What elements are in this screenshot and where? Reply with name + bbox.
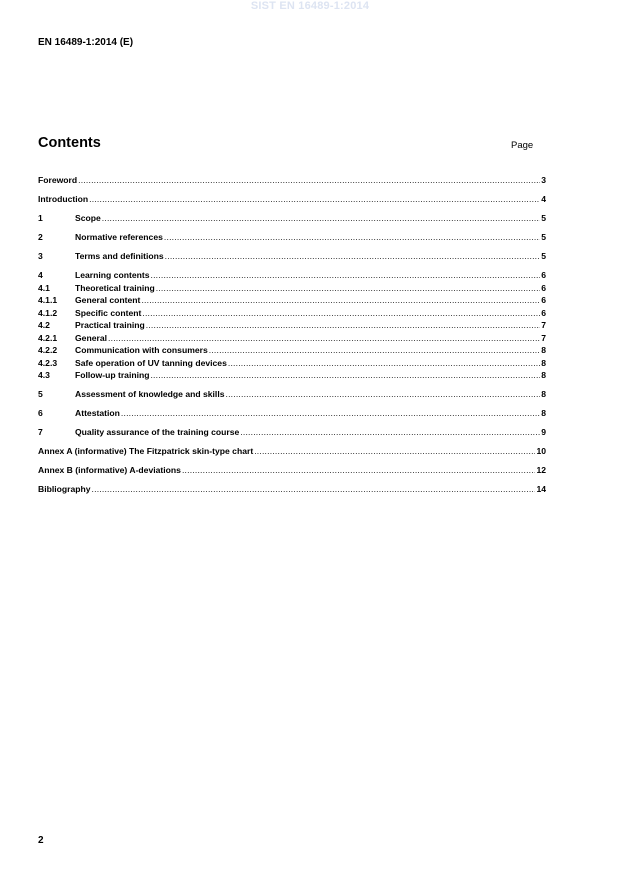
toc-entry-number: 4.1.1: [38, 295, 58, 305]
toc-entry-page: 14: [536, 484, 546, 494]
toc-entry-annex-b[interactable]: [38, 464, 546, 477]
toc-entry-number: 6: [38, 408, 43, 418]
toc-entry-attestation[interactable]: [38, 407, 546, 420]
toc-entry-theoretical-training[interactable]: [38, 282, 546, 295]
toc-entry-bibliography[interactable]: [38, 483, 546, 496]
toc-dot-leader: [108, 332, 540, 345]
toc-dot-leader: [121, 407, 540, 420]
toc-entry-title: General content: [75, 295, 141, 305]
page-number: 2: [38, 835, 44, 846]
toc-entry-page: 6: [541, 270, 546, 280]
toc-dot-leader: [92, 483, 536, 496]
toc-entry-number: 4.2.1: [38, 332, 58, 343]
toc-entry-title: Attestation: [75, 408, 120, 418]
toc-dot-leader: [150, 369, 540, 382]
toc-entry-terms-and-definitions[interactable]: [38, 250, 546, 263]
toc-entry-title: Normative references: [75, 232, 163, 242]
toc-dot-leader: [146, 319, 540, 332]
toc-entry-number: 4.1.2: [38, 307, 58, 318]
toc-entry-page: 10: [536, 446, 546, 456]
toc-entry-number: 4.1: [38, 282, 50, 293]
toc-entry-number: 5: [38, 389, 43, 399]
toc-entry-normative-references[interactable]: [38, 231, 546, 244]
toc-entry-title: Theoretical training: [75, 282, 155, 293]
toc-entry-page: 6: [541, 295, 546, 305]
page-column-label: Page: [511, 140, 534, 151]
toc-entry-number: 4.2: [38, 320, 50, 330]
toc-entry-annex-a[interactable]: [38, 445, 546, 458]
toc-entry-title: Follow-up training: [75, 370, 150, 380]
toc-entry-page: 5: [541, 213, 546, 223]
toc-dot-leader: [182, 464, 536, 477]
toc-entry-page: 7: [541, 332, 546, 343]
toc-entry-page: 8: [541, 345, 546, 355]
toc-entry-title: Practical training: [75, 320, 145, 330]
toc-dot-leader: [156, 282, 540, 295]
toc-entry-title: Quality assurance of the training course: [75, 427, 240, 437]
toc-entry-page: 8: [541, 389, 546, 399]
table-of-contents: [38, 174, 546, 496]
toc-entry-title: Learning contents: [75, 270, 150, 280]
toc-entry-number: 4: [38, 270, 43, 280]
toc-entry-number: 4.3: [38, 370, 50, 380]
toc-dot-leader: [164, 231, 540, 244]
toc-entry-page: 6: [541, 282, 546, 293]
toc-entry-page: 8: [541, 370, 546, 380]
toc-entry-number: 4.2.3: [38, 357, 58, 368]
toc-dot-leader: [165, 250, 541, 263]
toc-entry-page: 5: [541, 251, 546, 261]
toc-entry-introduction[interactable]: [38, 193, 546, 206]
toc-entry-title: Scope: [75, 213, 101, 223]
toc-entry-practical-training[interactable]: [38, 319, 546, 332]
toc-dot-leader: [89, 193, 540, 206]
toc-dot-leader: [151, 269, 541, 282]
toc-entry-title: Safe operation of UV tanning devices: [75, 357, 227, 368]
toc-dot-leader: [240, 426, 540, 439]
toc-dot-leader: [209, 344, 540, 357]
toc-dot-leader: [102, 212, 540, 225]
toc-dot-leader: [78, 174, 540, 187]
toc-entry-title: Specific content: [75, 307, 142, 318]
toc-entry-page: 12: [536, 465, 546, 475]
toc-entry-title: Annex A (informative) The Fitzpatrick skin-type chart: [38, 446, 254, 456]
toc-entry-title: Assessment of knowledge and skills: [75, 389, 225, 399]
toc-entry-page: 4: [541, 194, 546, 204]
toc-entry-learning-contents[interactable]: [38, 269, 546, 282]
toc-entry-title: Communication with consumers: [75, 345, 208, 355]
toc-entry-foreword[interactable]: [38, 174, 546, 187]
toc-entry-communication-with-consumers[interactable]: [38, 344, 546, 357]
toc-entry-general[interactable]: [38, 332, 546, 345]
toc-entry-number: 4.2.2: [38, 345, 58, 355]
toc-entry-assessment[interactable]: [38, 388, 546, 401]
toc-entry-number: 7: [38, 427, 43, 437]
toc-entry-page: 8: [541, 357, 546, 368]
toc-dot-leader: [142, 307, 540, 320]
toc-entry-title: Annex B (informative) A-deviations: [38, 465, 181, 475]
document-identifier: EN 16489-1:2014 (E): [38, 37, 134, 48]
toc-entry-page: 5: [541, 232, 546, 242]
toc-dot-leader: [228, 357, 540, 370]
toc-entry-title: Introduction: [38, 194, 89, 204]
toc-entry-number: 3: [38, 251, 43, 261]
toc-dot-leader: [141, 294, 540, 307]
toc-entry-page: 9: [541, 427, 546, 437]
toc-entry-page: 3: [541, 175, 546, 185]
toc-dot-leader: [254, 445, 535, 458]
toc-entry-title: Foreword: [38, 175, 78, 185]
toc-entry-specific-content[interactable]: [38, 307, 546, 320]
toc-entry-page: 6: [541, 307, 546, 318]
toc-entry-number: 1: [38, 213, 43, 223]
toc-entry-page: 8: [541, 408, 546, 418]
toc-entry-follow-up-training[interactable]: [38, 369, 546, 382]
toc-entry-general-content[interactable]: [38, 294, 546, 307]
toc-entry-quality-assurance[interactable]: [38, 426, 546, 439]
toc-entry-title: General: [75, 332, 108, 343]
toc-dot-leader: [225, 388, 540, 401]
toc-entry-title: Terms and definitions: [75, 251, 164, 261]
toc-entry-scope[interactable]: [38, 212, 546, 225]
contents-heading: Contents: [38, 135, 101, 151]
toc-entry-title: Bibliography: [38, 484, 91, 494]
toc-entry-page: 7: [541, 320, 546, 330]
toc-entry-safe-operation[interactable]: [38, 357, 546, 370]
toc-entry-number: 2: [38, 232, 43, 242]
watermark-text: SIST EN 16489-1:2014: [250, 0, 370, 12]
